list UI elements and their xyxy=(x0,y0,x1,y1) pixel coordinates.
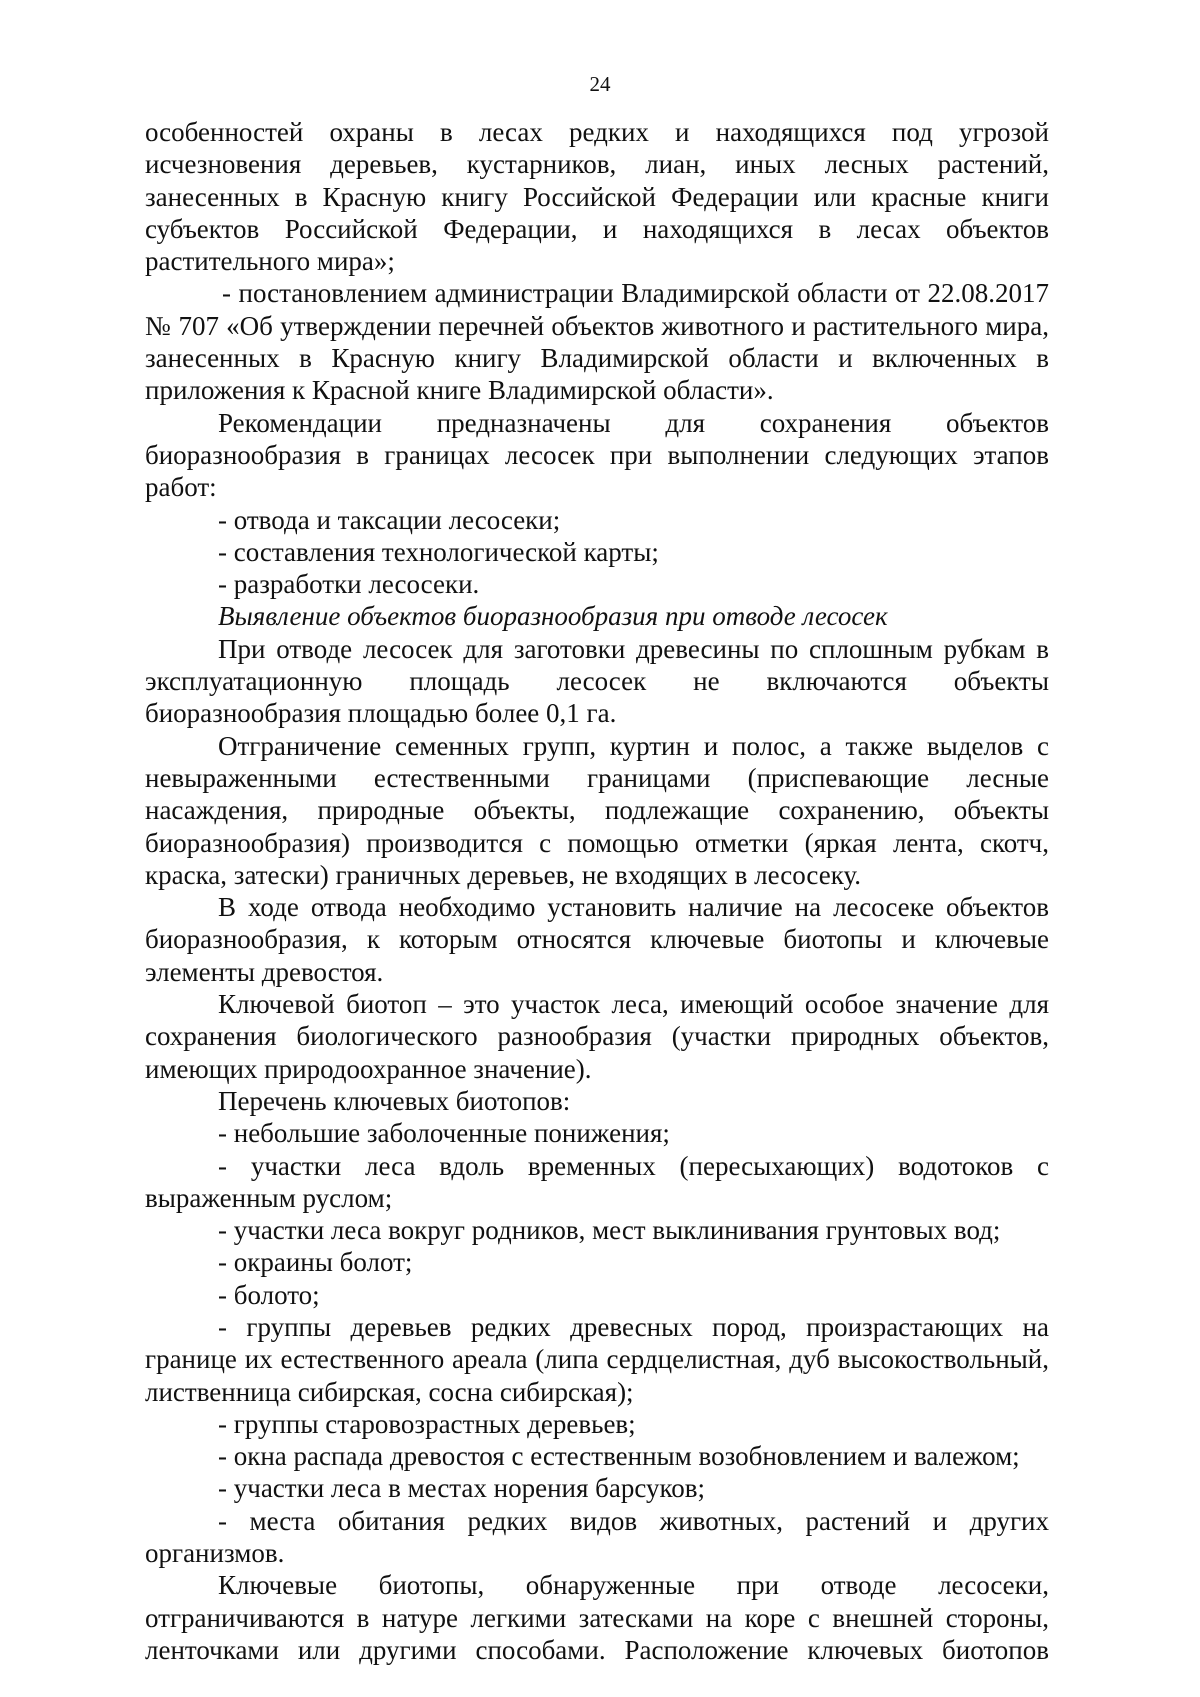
paragraph: - места обитания редких видов животных, растений и других организмов. xyxy=(145,1505,1049,1569)
paragraph: - участки леса в местах норения барсуков; xyxy=(218,1473,706,1504)
page-number: 24 xyxy=(589,72,611,96)
paragraph: - окраины болот; xyxy=(218,1247,413,1278)
paragraph: Рекомендации предназначены для сохранения объектов биоразнообразия в границах лесосек при выполнении следующих этапов работ: xyxy=(145,407,1049,503)
paragraph: В ходе отвода необходимо установить наличие на лесосеке объектов биоразнообразия, к которым относятся ключевые биотопы и ключевые элементы древостоя. xyxy=(145,892,1049,987)
paragraph: Отграничение семенных групп, куртин и полос, а также выделов с невыраженными естественными границами (приспевающие лесные насаждения, природные объекты, подлежащие сохранению, объекты биоразнообразия) производится с помощью отметки (яркая лента, скотч, краска, затески) граничных деревьев, не входящих в лесосеку. xyxy=(145,730,1049,890)
list-item: - составления технологической карты; xyxy=(218,536,659,567)
list-item: - разработки лесосеки. xyxy=(218,569,480,600)
paragraph: - участки леса вокруг родников, мест выклинивания грунтовых вод; xyxy=(218,1215,1001,1246)
paragraph: - окна распада древостоя с естественным возобновлением и валежом; xyxy=(218,1441,1020,1472)
paragraph: Ключевой биотоп – это участок леса, имеющий особое значение для сохранения биологического разнообразия (участки природных объектов, имеющих природоохранное значение). xyxy=(145,989,1049,1084)
section-heading: Выявление объектов биоразнообразия при отводе лесосек xyxy=(218,601,888,632)
paragraph: - группы деревьев редких древесных пород, произрастающих на границе их естественного ареала (липа сердцелистная, дуб высокоствольный, лиственница сибирская, сосна сибирская); xyxy=(145,1311,1049,1407)
paragraph: - постановлением администрации Владимирской области от 22.08.2017 № 707 «Об утверждении перечней объектов животного и растительного мира, занесенных в Красную книгу Владимирской области и включенных в приложения к Красной книге Владимирской области». xyxy=(145,278,1049,406)
list-item: - отвода и таксации лесосеки; xyxy=(218,504,561,535)
paragraph: - небольшие заболоченные понижения; xyxy=(218,1118,670,1149)
paragraph: - группы старовозрастных деревьев; xyxy=(218,1408,636,1439)
paragraph: - болото; xyxy=(218,1279,320,1310)
paragraph: - участки леса вдоль временных (пересыхающих) водотоков с выраженным руслом; xyxy=(145,1150,1049,1213)
paragraph: особенностей охраны в лесах редких и находящихся под угрозой исчезновения деревьев, кустарников, лиан, иных лесных растений, занесенных в Красную книгу Российской Федерации или красные книги субъектов Российской Федерации, и находящихся в лесах объектов растительного мира»; xyxy=(145,117,1049,277)
document-body xyxy=(145,116,1049,1666)
paragraph: Ключевые биотопы, обнаруженные при отводе лесосеки, отграничиваются в натуре легкими затесками на коре с внешней стороны, ленточками или другими способами. Расположение ключевых биотопов xyxy=(145,1570,1049,1665)
paragraph: Перечень ключевых биотопов: xyxy=(218,1085,571,1116)
paragraph: При отводе лесосек для заготовки древесины по сплошным рубкам в эксплуатационную площадь лесосек не включаются объекты биоразнообразия площадью более 0,1 га. xyxy=(145,633,1049,729)
